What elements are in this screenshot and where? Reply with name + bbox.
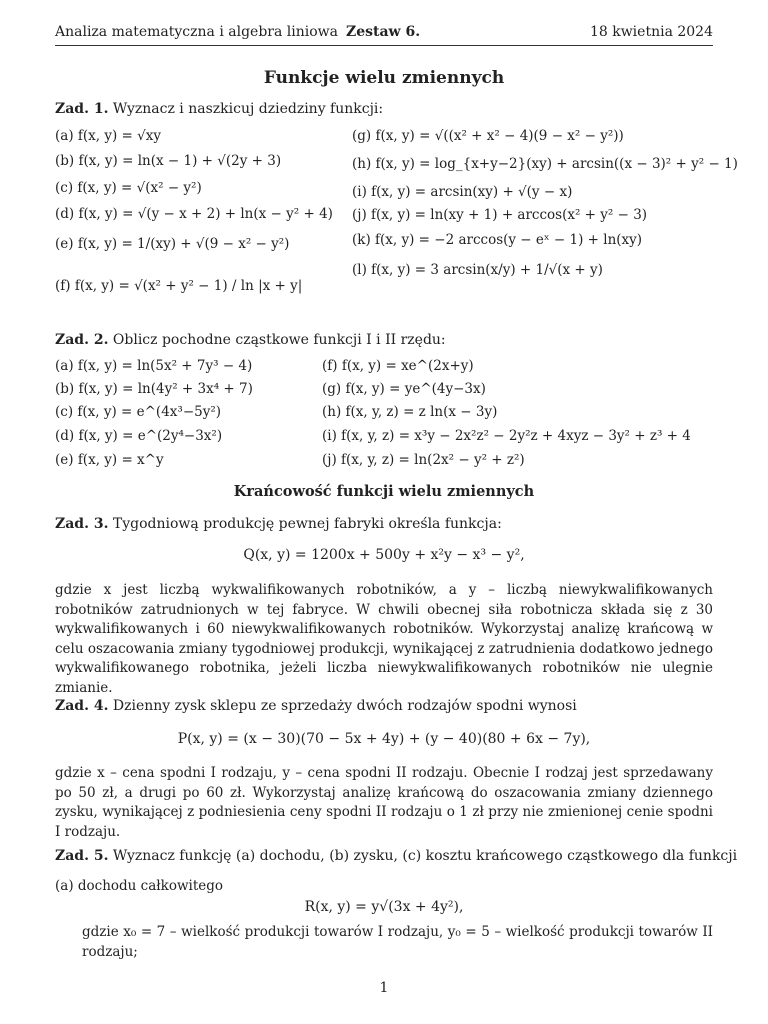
zad3-equation: Q(x, y) = 1200x + 500y + x²y − x³ − y²,: [243, 547, 525, 563]
zad1-item-d: (d) f(x, y) = √(y − x + 2) + ln(x − y² + 4): [55, 206, 333, 222]
zad4-text: Dzienny zysk sklepu ze sprzedaży dwóch rodzajów spodni wynosi: [112, 698, 577, 714]
zad2-item-e: (e) f(x, y) = x^y: [55, 452, 164, 468]
zad5-heading: [55, 848, 737, 864]
zad1-item-i: (i) f(x, y) = arcsin(xy) + √(y − x): [352, 184, 573, 200]
zad2-item-b: (b) f(x, y) = ln(4y² + 3x⁴ + 7): [55, 381, 253, 397]
zad2-text: Oblicz pochodne cząstkowe funkcji I i II rzędu:: [112, 332, 446, 348]
zad4-equation: P(x, y) = (x − 30)(70 − 5x + 4y) + (y − 40)(80 + 6x − 7y),: [177, 731, 591, 747]
zad4-label: Zad. 4.: [55, 698, 109, 714]
zad1-item-g: (g) f(x, y) = √((x² + x² − 4)(9 − x² − y²)): [352, 128, 624, 144]
zad4-heading: [55, 698, 577, 714]
zad2-item-f: (f) f(x, y) = xe^(2x+y): [322, 358, 474, 374]
header-rule: [55, 45, 713, 46]
zad1-item-b: (b) f(x, y) = ln(x − 1) + √(2y + 3): [55, 153, 282, 169]
zad2-item-c: (c) f(x, y) = e^(4x³−5y²): [55, 404, 222, 420]
header-set: Zestaw 6.: [346, 24, 421, 40]
zad1-item-f: (f) f(x, y) = √(x² + y² − 1) / ln |x + y|: [55, 278, 303, 294]
zad3-heading: [55, 516, 502, 532]
zad1-text: Wyznacz i naszkicuj dziedziny funkcji:: [112, 101, 384, 117]
zad3-text: Tygodniową produkcję pewnej fabryki określa funkcja:: [112, 516, 502, 532]
zad2-item-a: (a) f(x, y) = ln(5x² + 7y³ − 4): [55, 358, 253, 374]
zad1-label: Zad. 1.: [55, 101, 109, 117]
zad3-paragraph: gdzie x jest liczbą wykwalifikowanych robotników, a y – liczbą niewykwalifikowanych robotników zatrudnionych w tej fabryce. W chwili obecnej siła robotnicza składa się z 30 wykwalifikowanych i 60 niewykwalifikowanych robotników. Wykorzystaj analizę krańcową w celu oszacowania zmiany tygodniowej produkcji, wynikającej z zatrudnienia dodatkowo jednego wykwalifikowanego robotnika, jeżeli liczba niewykwalifikowanych robotników nie ulegnie zmianie.: [55, 582, 713, 696]
zad2-item-d: (d) f(x, y) = e^(2y⁴−3x²): [55, 428, 223, 444]
zad1-item-a: (a) f(x, y) = √xy: [55, 128, 161, 144]
zad3-label: Zad. 3.: [55, 516, 109, 532]
section-marginal-analysis: Krańcowość funkcji wielu zmiennych: [233, 483, 535, 500]
zad5-sub-a: (a) dochodu całkowitego: [55, 878, 224, 894]
zad1-item-k: (k) f(x, y) = −2 arccos(y − eˣ − 1) + ln(xy): [352, 232, 643, 248]
zad4-paragraph: gdzie x – cena spodni I rodzaju, y – cena spodni II rodzaju. Obecnie I rodzaj jest sprzedawany po 50 zł, a drugi po 60 zł. Wykorzystaj analizę krańcową do oszacowania zmiany dziennego zysku, wynikającej z podniesienia ceny spodni II rodzaju o 1 zł przy nie zmienionej cenie spodni I rodzaju.: [55, 765, 713, 840]
zad1-item-h: (h) f(x, y) = log_{x+y−2}(xy) + arcsin((x − 3)² + y² − 1): [352, 156, 738, 172]
zad2-item-j: (j) f(x, y, z) = ln(2x² − y² + z²): [322, 452, 525, 468]
header-date: 18 kwietnia 2024: [589, 24, 713, 40]
zad1-item-j: (j) f(x, y) = ln(xy + 1) + arccos(x² + y² − 3): [352, 207, 648, 223]
zad2-label: Zad. 2.: [55, 332, 109, 348]
zad2-item-g: (g) f(x, y) = ye^(4y−3x): [322, 381, 486, 397]
zad1-item-l: (l) f(x, y) = 3 arcsin(x/y) + 1/√(x + y): [352, 262, 603, 278]
page-number: 1: [379, 980, 389, 996]
page-title: Funkcje wielu zmiennych: [263, 68, 505, 88]
zad5-paragraph: gdzie x₀ = 7 – wielkość produkcji towarów I rodzaju, y₀ = 5 – wielkość produkcji towarów II rodzaju;: [82, 924, 713, 960]
zad2-item-i: (i) f(x, y, z) = x³y − 2x²z² − 2y²z + 4xyz − 3y² + z³ + 4: [322, 428, 691, 444]
zad1-item-e: (e) f(x, y) = 1/(xy) + √(9 − x² − y²): [55, 236, 290, 252]
zad1-heading: [55, 101, 383, 117]
zad1-item-c: (c) f(x, y) = √(x² − y²): [55, 180, 202, 196]
zad5-equation: R(x, y) = y√(3x + 4y²),: [304, 899, 464, 915]
zad2-item-h: (h) f(x, y, z) = z ln(x − 3y): [322, 404, 498, 420]
zad5-label: Zad. 5.: [55, 848, 109, 864]
header-course: Analiza matematyczna i algebra liniowa: [55, 24, 338, 40]
zad5-text: Wyznacz funkcję (a) dochodu, (b) zysku, (c) kosztu krańcowego cząstkowego dla funkcji: [112, 848, 738, 864]
zad2-heading: [55, 332, 446, 348]
